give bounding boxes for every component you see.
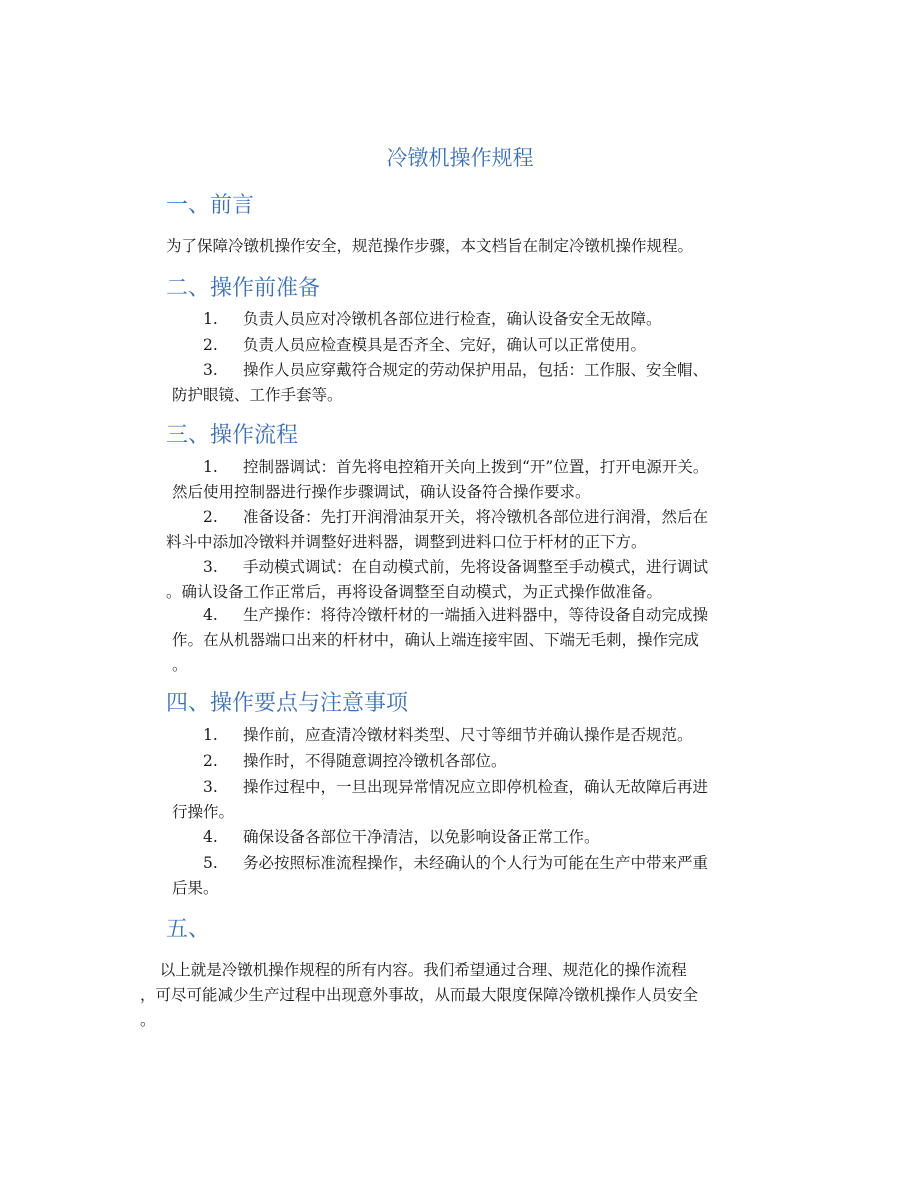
list-item bbox=[166, 455, 786, 505]
item-number: 5. bbox=[203, 854, 218, 872]
document-title: 冷镦机操作规程 bbox=[386, 146, 534, 170]
conclusion-line: 以上就是冷镦机操作规程的所有内容。我们希望通过合理、规范化的操作流程 bbox=[140, 961, 687, 979]
list-item bbox=[166, 333, 786, 358]
item-number: 4. bbox=[203, 828, 218, 846]
section-heading-conclusion: 五、 bbox=[166, 917, 211, 942]
item-text: 负责人员应检查模具是否齐全、完好，确认可以正常使用。 bbox=[243, 336, 647, 354]
item-text: 务必按照标准流程操作，未经确认的个人行为可能在生产中带来严重 bbox=[243, 854, 709, 872]
list-item bbox=[166, 358, 786, 408]
item-text-continuation: 作。在从机器端口出来的杆材中，确认上端连接牢固、下端无毛刺，操作完成 bbox=[172, 631, 700, 649]
item-text-continuation: 防护眼镜、工作手套等。 bbox=[172, 386, 343, 404]
list-item bbox=[166, 775, 786, 825]
item-number: 3. bbox=[203, 558, 218, 576]
item-text-continuation: 料斗中添加冷镦料并调整好进料器，调整到进料口位于杆材的正下方。 bbox=[166, 533, 647, 551]
item-number: 2. bbox=[203, 508, 218, 526]
list-item bbox=[166, 851, 786, 901]
item-text: 操作时，不得随意调控冷镦机各部位。 bbox=[243, 752, 507, 770]
item-text: 确保设备各部位干净清洁，以免影响设备正常工作。 bbox=[243, 828, 600, 846]
item-number: 3. bbox=[203, 361, 218, 379]
item-number: 2. bbox=[203, 336, 218, 354]
section-heading-key-points: 四、操作要点与注意事项 bbox=[166, 691, 409, 716]
item-text: 手动模式调试：在自动模式前，先将设备调整至手动模式，进行调试 bbox=[243, 558, 709, 576]
item-text-continuation: 行操作。 bbox=[172, 803, 235, 821]
section-heading-preface: 一、前言 bbox=[166, 193, 255, 218]
conclusion-paragraph bbox=[140, 958, 790, 1033]
item-text-continuation: 后果。 bbox=[172, 879, 219, 897]
list-item bbox=[166, 825, 786, 850]
item-text: 准备设备：先打开润滑油泵开关，将冷镦机各部位进行润滑，然后在 bbox=[243, 508, 709, 526]
item-text-continuation: 。确认设备工作正常后，再将设备调整至自动模式，为正式操作做准备。 bbox=[166, 583, 663, 601]
item-number: 1. bbox=[203, 726, 218, 744]
item-text: 操作过程中，一旦出现异常情况应立即停机检查，确认无故障后再进 bbox=[243, 778, 709, 796]
item-text: 负责人员应对冷镦机各部位进行检查，确认设备安全无故障。 bbox=[243, 310, 662, 328]
item-text: 控制器调试：首先将电控箱开关向上拨到“开”位置，打开电源开关。 bbox=[243, 458, 709, 476]
item-number: 3. bbox=[203, 778, 218, 796]
item-number: 1. bbox=[203, 458, 218, 476]
list-item bbox=[166, 555, 786, 605]
item-number: 4. bbox=[203, 606, 218, 624]
item-text-continuation: 。 bbox=[172, 656, 188, 674]
list-item bbox=[166, 723, 786, 748]
item-number: 2. bbox=[203, 752, 218, 770]
list-item bbox=[166, 749, 786, 774]
list-item bbox=[166, 307, 786, 332]
item-text: 生产操作：将待冷镦杆材的一端插入进料器中，等待设备自动完成操 bbox=[243, 606, 709, 624]
conclusion-line: 。 bbox=[140, 1011, 156, 1029]
item-text: 操作前，应查清冷镦材料类型、尺寸等细节并确认操作是否规范。 bbox=[243, 726, 693, 744]
list-item bbox=[166, 505, 786, 555]
section-heading-procedure: 三、操作流程 bbox=[166, 423, 299, 448]
item-text-continuation: 然后使用控制器进行操作步骤调试，确认设备符合操作要求。 bbox=[172, 483, 591, 501]
preface-paragraph: 为了保障冷镦机操作安全，规范操作步骤，本文档旨在制定冷镦机操作规程。 bbox=[166, 237, 694, 255]
item-number: 1. bbox=[203, 310, 218, 328]
list-item bbox=[166, 603, 786, 678]
section-heading-preparation: 二、操作前准备 bbox=[166, 276, 321, 301]
conclusion-line: ，可尽可能减少生产过程中出现意外事故，从而最大限度保障冷镦机操作人员安全 bbox=[140, 986, 699, 1004]
item-text: 操作人员应穿戴符合规定的劳动保护用品，包括：工作服、安全帽、 bbox=[243, 361, 709, 379]
